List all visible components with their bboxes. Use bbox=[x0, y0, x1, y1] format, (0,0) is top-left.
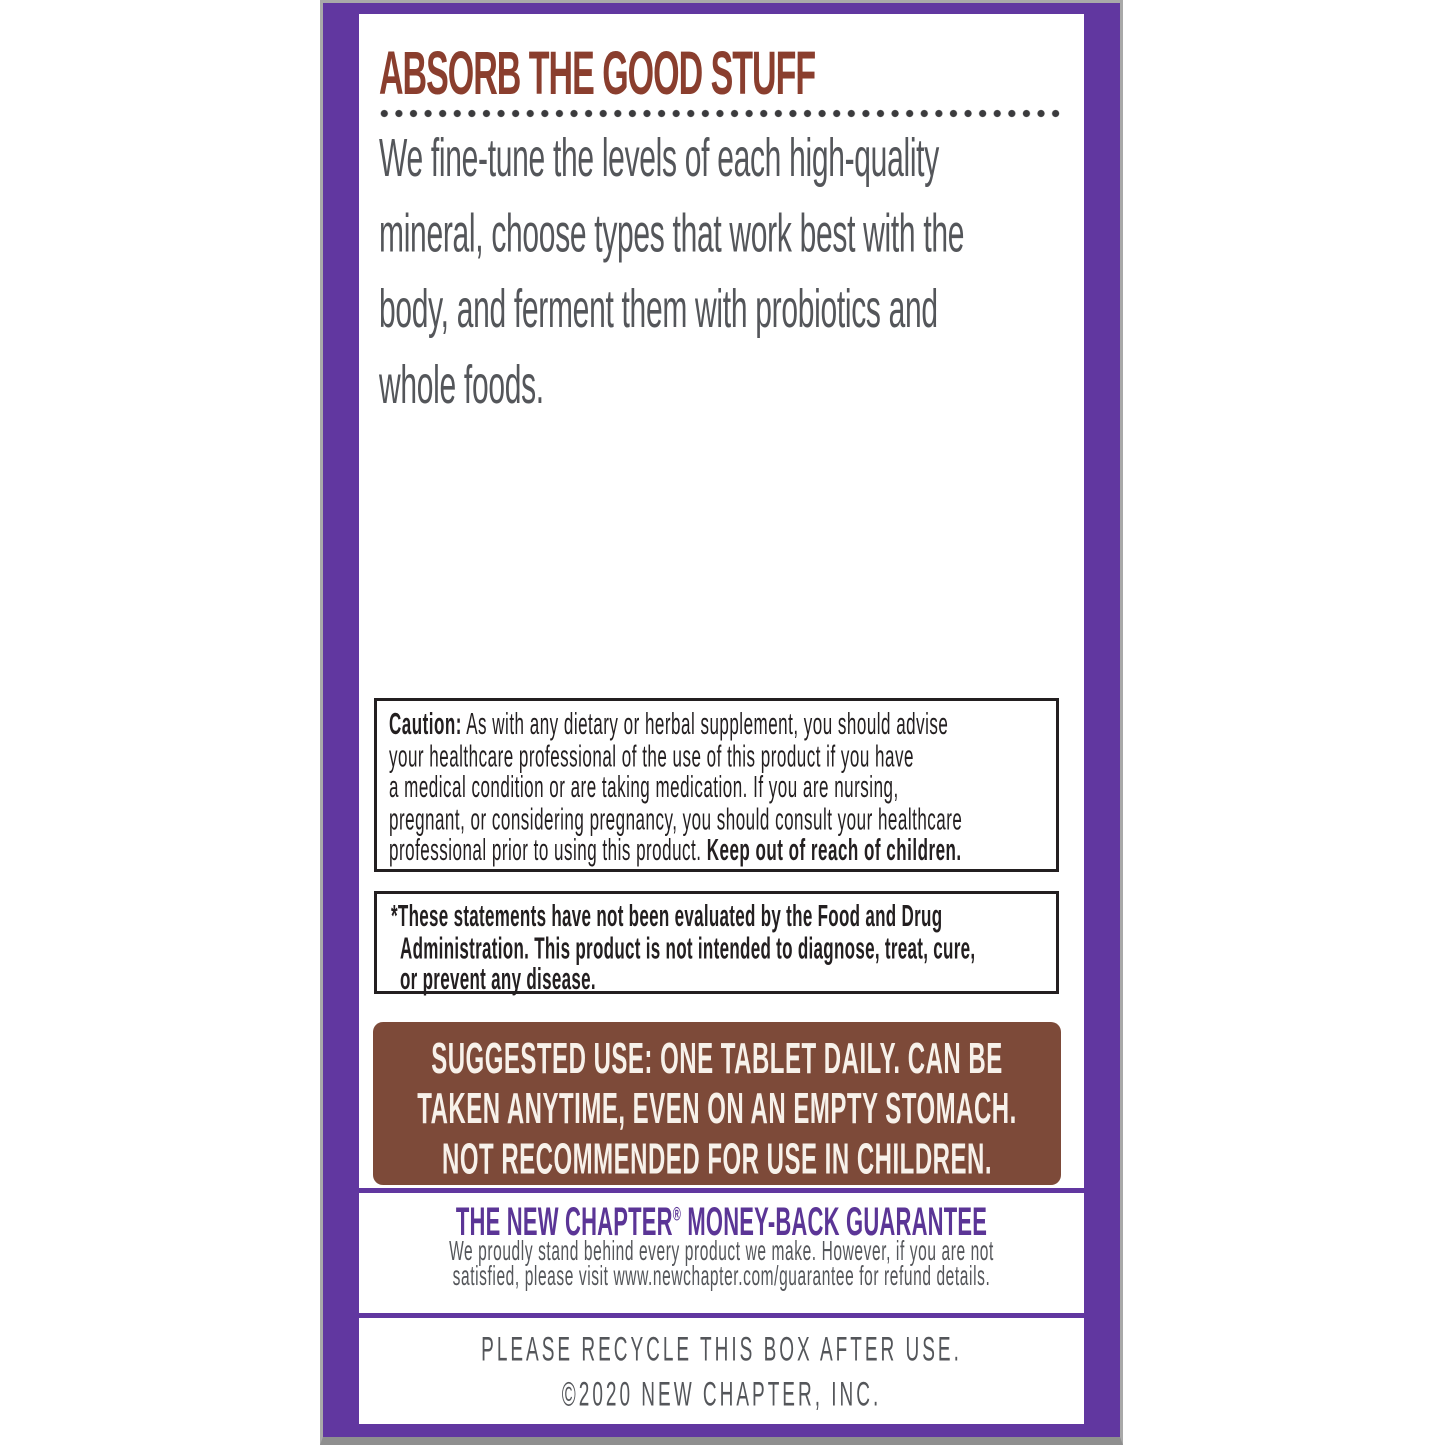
suggested-use-line: NOT RECOMMENDED FOR USE IN CHILDREN. bbox=[441, 1135, 992, 1184]
registered-mark: ® bbox=[672, 1204, 682, 1226]
caution-line: pregnant, or considering pregnancy, you should consult your healthcare bbox=[389, 802, 963, 837]
intro-line: mineral, choose types that work best with the bbox=[379, 204, 965, 265]
section-recycle bbox=[359, 1318, 1084, 1424]
caution-line: professional prior to using this product. Keep out of reach of children. bbox=[389, 833, 962, 869]
copyright-line: ©2020 NEW CHAPTER, INC. bbox=[561, 1376, 882, 1415]
suggested-use-line: SUGGESTED USE: ONE TABLET DAILY. CAN BE bbox=[431, 1035, 1003, 1084]
caution-line: a medical condition or are taking medication. If you are nursing, bbox=[389, 770, 899, 805]
suggested-use-box bbox=[373, 1022, 1061, 1185]
disclaimer-line: Administration. This product is not intended to diagnose, treat, cure, bbox=[400, 930, 976, 966]
fda-disclaimer-box bbox=[374, 891, 1059, 997]
disclaimer-line: or prevent any disease. bbox=[400, 962, 596, 997]
guarantee-line: We proudly stand behind every product we make. However, if you are not bbox=[449, 1236, 994, 1267]
caution-line: Caution: As with any dietary or herbal supplement, you should advise bbox=[389, 707, 949, 742]
recycle-line: PLEASE RECYCLE THIS BOX AFTER USE. bbox=[481, 1331, 962, 1370]
label-panel bbox=[359, 14, 1084, 1424]
intro-line: body, and ferment them with probiotics and bbox=[379, 280, 938, 340]
suggested-use-label: SUGGESTED USE: bbox=[431, 1035, 653, 1084]
purple-frame bbox=[320, 0, 1123, 1445]
absorb-heading bbox=[379, 40, 816, 109]
caution-label: Caution: bbox=[389, 707, 462, 742]
guarantee-heading: THE NEW CHAPTER® MONEY-BACK GUARANTEE bbox=[455, 1199, 988, 1244]
section-guarantee bbox=[359, 1193, 1084, 1313]
caution-box bbox=[374, 698, 1059, 872]
recycle-note bbox=[359, 1328, 1084, 1415]
suggested-use-line: TAKEN ANYTIME, EVEN ON AN EMPTY STOMACH. bbox=[417, 1085, 1017, 1134]
guarantee-body bbox=[359, 1236, 1084, 1293]
disclaimer-line: *These statements have not been evaluated by the Food and Drug bbox=[391, 899, 943, 934]
absorb-intro-paragraph bbox=[379, 122, 965, 416]
caution-bold-tail: Keep out of reach of children. bbox=[706, 833, 962, 869]
section-absorb bbox=[359, 14, 1084, 1188]
intro-line: whole foods. bbox=[379, 356, 544, 416]
intro-line: We fine-tune the levels of each high-quality bbox=[379, 129, 939, 189]
caution-line: your healthcare professional of the use of this product if you have bbox=[389, 738, 914, 774]
dotted-divider bbox=[377, 108, 1065, 119]
absorb-heading-text: ABSORB THE GOOD STUFF bbox=[379, 40, 816, 109]
guarantee-line: satisfied, please visit www.newchapter.com/guarantee for refund details. bbox=[452, 1261, 991, 1293]
